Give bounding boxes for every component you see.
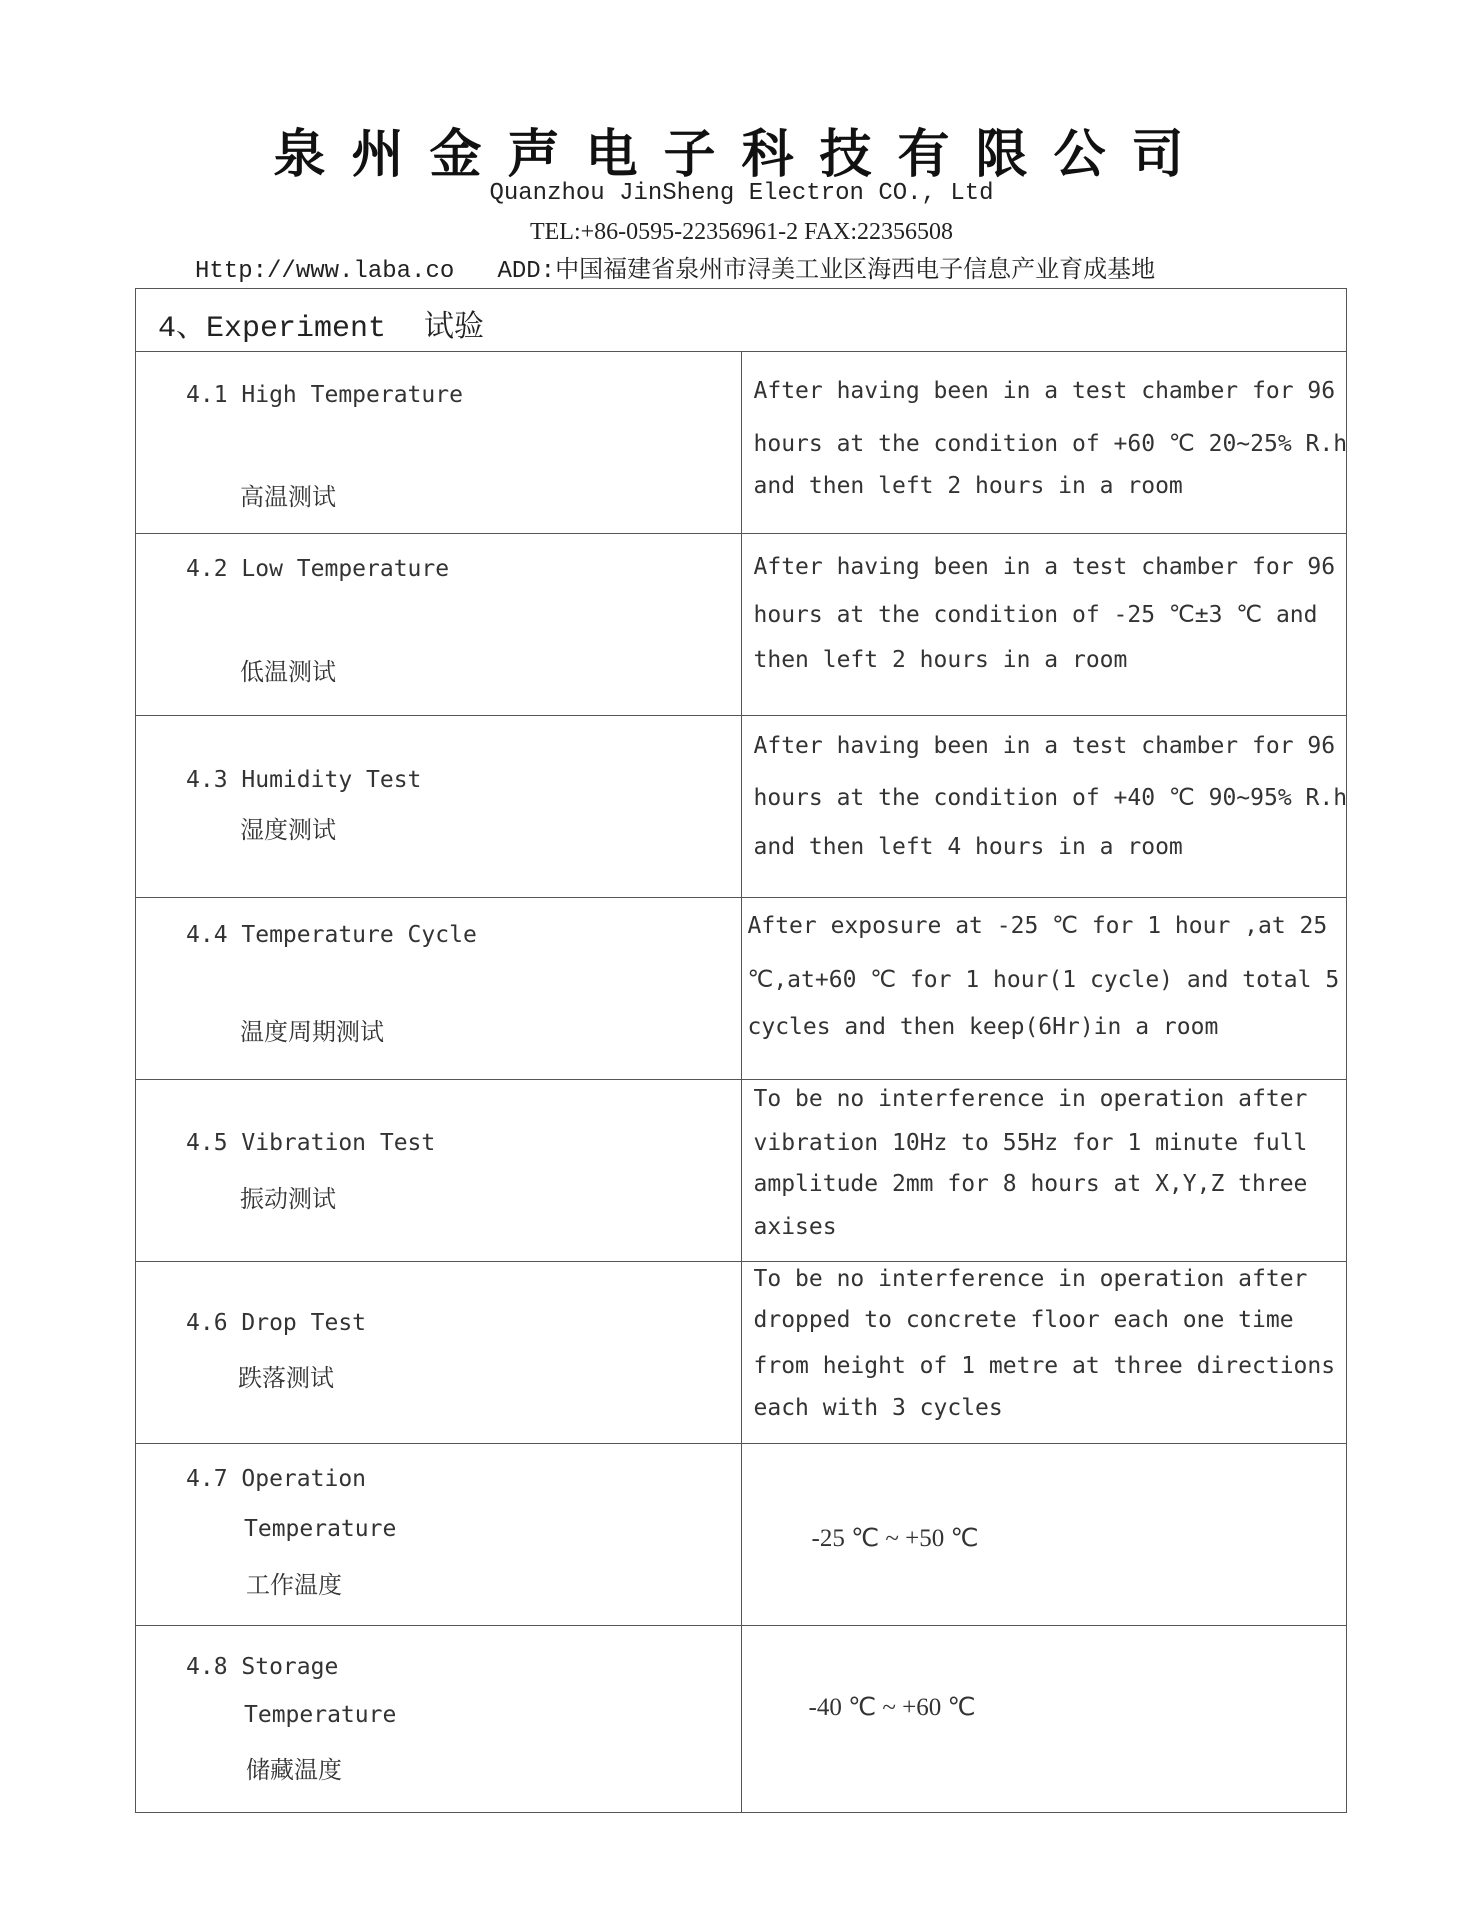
test-name-cn: 跌落测试 bbox=[238, 1364, 334, 1392]
test-name-en: 4.4 Temperature Cycle bbox=[186, 922, 477, 948]
test-name-en: 4.3 Humidity Test bbox=[186, 767, 422, 793]
address-text: 中国福建省泉州市浔美工业区海西电子信息产业育成基地 bbox=[555, 255, 1156, 283]
experiment-table bbox=[135, 288, 1347, 1813]
test-desc-line: cycles and then keep(6Hr)in a room bbox=[747, 1014, 1219, 1040]
test-desc-line: each with 3 cycles bbox=[753, 1395, 1003, 1421]
tel-fax-line: TEL:+86-0595-22356961-2 FAX:22356508 bbox=[529, 219, 954, 245]
address-label: ADD: bbox=[497, 258, 556, 285]
section-title bbox=[136, 289, 1346, 346]
test-desc-line: axises bbox=[753, 1214, 837, 1240]
address-line bbox=[195, 249, 1155, 285]
table-row bbox=[136, 1626, 1347, 1813]
section-title-cell bbox=[136, 289, 1347, 352]
test-name-en: 4.2 Low Temperature bbox=[186, 556, 450, 582]
test-name-en: 4.8 Storage bbox=[186, 1654, 339, 1680]
test-name-en: 4.7 Operation bbox=[186, 1466, 367, 1492]
test-desc-line: After having been in a test chamber for 96 bbox=[753, 554, 1336, 580]
test-desc-line: dropped to concrete floor each one time bbox=[753, 1307, 1294, 1333]
test-desc-line: and then left 2 hours in a room bbox=[753, 473, 1183, 499]
test-desc-line: from height of 1 metre at three directions bbox=[753, 1353, 1336, 1379]
table-row bbox=[136, 898, 1347, 1080]
temperature-range: -25 ℃ ~ +50 ℃ bbox=[811, 1525, 979, 1552]
table-row bbox=[136, 1080, 1347, 1262]
test-desc-line: To be no interference in operation after bbox=[753, 1086, 1308, 1112]
test-name-en-2: Temperature bbox=[244, 1702, 397, 1728]
website-link[interactable]: Http://www.laba.co bbox=[195, 258, 455, 285]
company-name-cn: 泉州金声电子科技有限公司 bbox=[273, 124, 1210, 185]
section-title-cn: 试验 bbox=[424, 309, 485, 344]
section-title-en: 4、Experiment bbox=[158, 312, 387, 346]
table-row bbox=[136, 716, 1347, 898]
test-desc-line: To be no interference in operation after bbox=[753, 1266, 1308, 1292]
test-desc-line: and then left 4 hours in a room bbox=[753, 834, 1183, 860]
test-desc-line: amplitude 2mm for 8 hours at X,Y,Z three bbox=[753, 1171, 1308, 1197]
test-name-cn: 振动测试 bbox=[240, 1185, 336, 1213]
table-row bbox=[136, 352, 1347, 534]
table-row bbox=[136, 534, 1347, 716]
test-name-cn: 低温测试 bbox=[240, 658, 336, 686]
test-name-en: 4.1 High Temperature bbox=[186, 382, 463, 408]
test-name-cn: 储藏温度 bbox=[246, 1756, 342, 1784]
test-desc-line: hours at the condition of +60 ℃ 20~25% R.h bbox=[753, 431, 1348, 457]
table-row bbox=[136, 1262, 1347, 1444]
test-desc-line: After having been in a test chamber for 96 bbox=[753, 733, 1336, 759]
test-name-cn: 工作温度 bbox=[246, 1571, 342, 1599]
test-desc-line: After having been in a test chamber for 96 bbox=[753, 378, 1336, 404]
test-name-en-2: Temperature bbox=[244, 1516, 397, 1542]
test-desc-line: then left 2 hours in a room bbox=[753, 647, 1128, 673]
test-desc-line: vibration 10Hz to 55Hz for 1 minute full bbox=[753, 1130, 1308, 1156]
test-desc-line: After exposure at -25 ℃ for 1 hour ,at 25 bbox=[747, 913, 1328, 939]
test-name-en: 4.5 Vibration Test bbox=[186, 1130, 436, 1156]
test-desc-line: hours at the condition of -25 ℃±3 ℃ and bbox=[753, 602, 1318, 628]
company-name-en: Quanzhou JinSheng Electron CO., Ltd bbox=[489, 180, 994, 207]
test-name-cn: 温度周期测试 bbox=[240, 1018, 384, 1046]
table-row bbox=[136, 1444, 1347, 1626]
test-name-cn: 高温测试 bbox=[240, 483, 336, 511]
test-name-en: 4.6 Drop Test bbox=[186, 1310, 367, 1336]
test-desc-line: hours at the condition of +40 ℃ 90~95% R.h bbox=[753, 785, 1348, 811]
temperature-range: -40 ℃ ~ +60 ℃ bbox=[808, 1694, 976, 1721]
test-desc-line: ℃,at+60 ℃ for 1 hour(1 cycle) and total 5 bbox=[747, 967, 1340, 993]
test-name-cn: 湿度测试 bbox=[240, 816, 336, 844]
